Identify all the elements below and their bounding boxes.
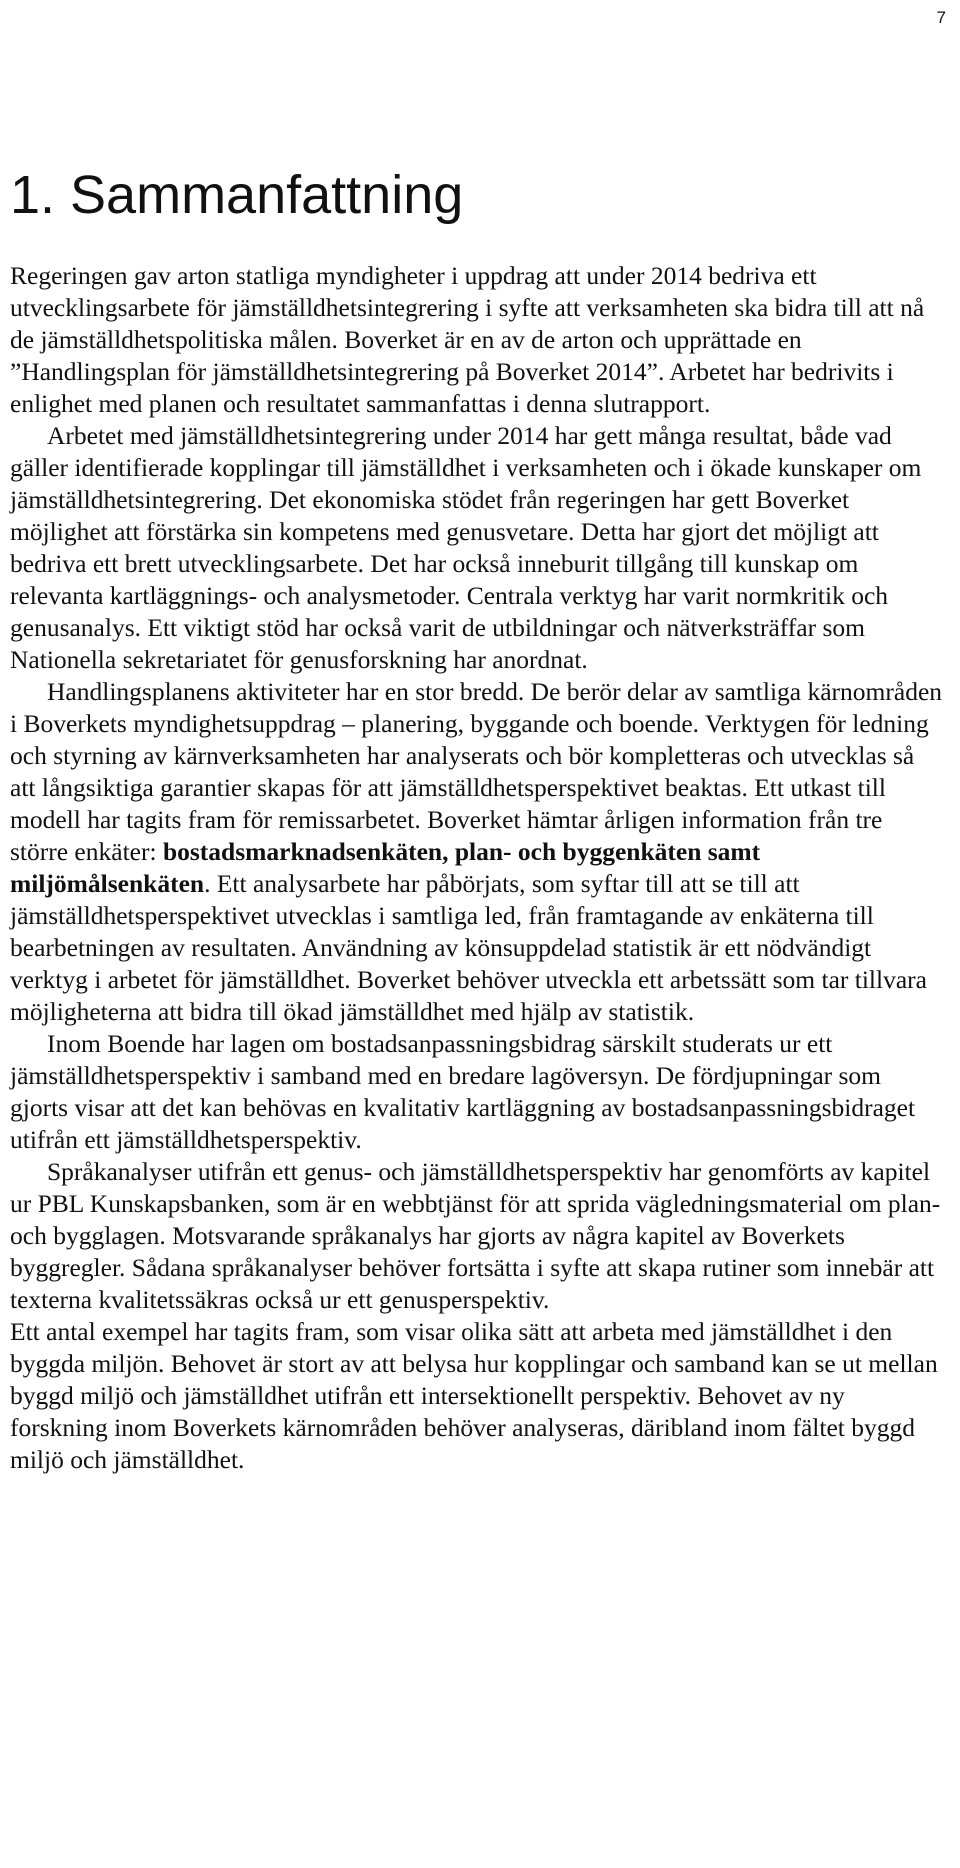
paragraph-intro: Regeringen gav arton statliga myndigheter i uppdrag att under 2014 bedriva ett utvecklingsarbete för jämställdhetsintegrering i syfte att verksamheten ska bidra till att nå de jämställdhetspolitiska målen. Boverket är en av de arton och upprättade en ”Handlingsplan för jämställdhetsintegrering på Boverket 2014”. Arbetet har bedrivits i enlighet med planen och resultatet sammanfattas i denna slutrapport. (10, 261, 925, 418)
paragraph-results: Arbetet med jämställdhetsintegrering under 2014 har gett många resultat, både vad gäller identifierade kopplingar till jämställdhet i verksamheten och i ökade kunskaper om jämställdhetsintegrering. Det ekonomiska stödet från regeringen har gett Boverket möjlighet att förstärka sin kompetens med genusvetare. Detta har gjort det möjligt att bedriva ett brett utvecklingsarbete. Det har också inneburit tillgång till kunskap om relevanta kartläggnings- och analysmetoder. Centrala verktyg har varit normkritik och genusanalys. Ett viktigt stöd har också varit de utbildningar och nätverksträffar som Nationella sekretariatet för genusforskning har anordnat. (10, 421, 922, 674)
page-number: 7 (936, 8, 946, 27)
paragraph-housing: Inom Boende har lagen om bostadsanpassningsbidrag särskilt studerats ur ett jämställdhetsperspektiv i samband med en bredare lagöversyn. De fördjupningar som gjorts visar att det kan behövas en kvalitativ kartläggning av bostadsanpassningsbidraget utifrån ett jämställdhetsperspektiv. (10, 1029, 916, 1154)
paragraph-action-plan-continued: . Ett analysarbete har påbörjats, som syftar till att se till att jämställdhetsperspektivet utvecklas i samtliga led, från framtagande av enkäterna till bearbetningen av resultaten. Användning av könsuppdelad statistik är ett nödvändigt verktyg i arbetet för jämställdhet. Boverket behöver utveckla ett arbetssätt som tar tillvara möjligheterna att bidra till ökad jämställdhet med hjälp av statistik. (10, 869, 927, 1026)
paragraph-examples: Ett antal exempel har tagits fram, som visar olika sätt att arbeta med jämställdhet i den byggda miljön. Behovet är stort av att belysa hur kopplingar och samband kan se ut mellan byggd miljö och jämställdhet utifrån ett intersektionellt perspektiv. Behovet av ny forskning inom Boverkets kärnområden behöver analyseras, däribland inom fältet byggd miljö och jämställdhet. (10, 1317, 938, 1474)
paragraph-action-plan (10, 676, 945, 1028)
paragraph-language-analysis: Språkanalyser utifrån ett genus- och jämställdhetsperspektiv har genomförts av kapitel ur PBL Kunskapsbanken, som är en webbtjänst för att sprida vägledningsmaterial om plan- och bygglagen. Motsvarande språkanalys har gjorts av några kapitel av Boverkets byggregler. Sådana språkanalyser behöver fortsätta i syfte att skapa rutiner som innebär att texterna kvalitetssäkras också ur ett genusperspektiv. (10, 1157, 941, 1314)
page-title: 1. Sammanfattning (10, 165, 464, 225)
paragraph-action-plan-text: Handlingsplanens aktiviteter har en stor bredd. De berör delar av samtliga kärnområden i Boverkets myndighetsuppdrag – planering, byggande och boende. Verktygen för ledning och styrning av kärnverksamheten har analyserats och bör kompletteras och utvecklas så att långsiktiga garantier skapas för att jämställdhetsperspektivet beaktas. Ett utkast till modell har tagits fram för remissarbetet. Boverket hämtar årligen information från tre större enkäter: (10, 677, 943, 866)
document-body (10, 260, 945, 1476)
survey-names: bostadsmarknadsenkäten, plan- och byggenkäten samt miljömålsenkäten (10, 837, 761, 898)
